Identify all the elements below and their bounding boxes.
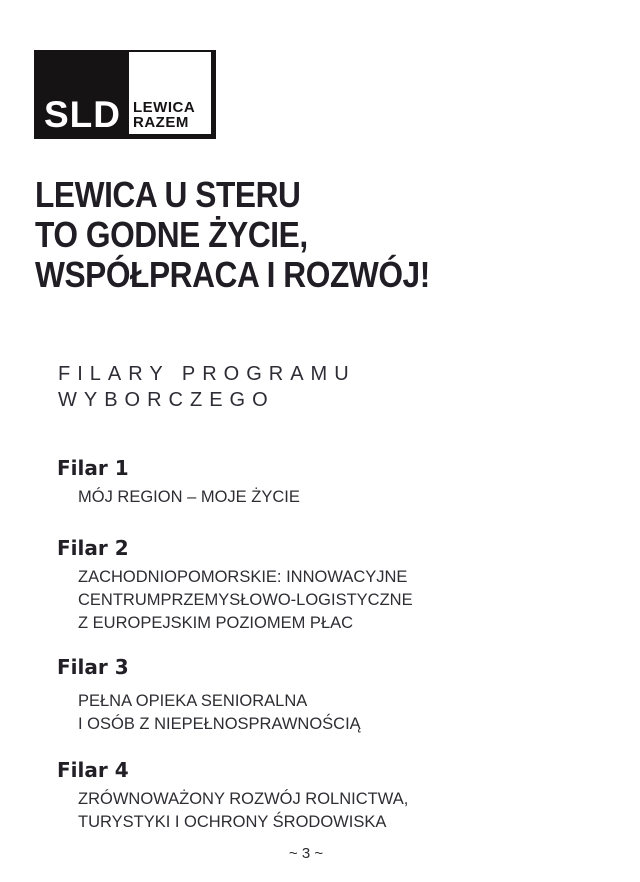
logo-sld-text: SLD — [44, 94, 121, 135]
page-title-line-1: LEWICA U STERU — [35, 174, 301, 215]
page-title-line-2: TO GODNE ŻYCIE, — [35, 214, 308, 255]
section-subtitle — [58, 361, 356, 413]
logo-razem-text: RAZEM — [133, 114, 189, 131]
pillar-3-line-2: I OSÓB Z NIEPEŁNOSPRAWNOŚCIĄ — [78, 715, 361, 733]
pillar-2-title: Filar 2 — [57, 536, 129, 560]
pillar-2-description — [78, 566, 413, 635]
page-title-line-3: WSPÓŁPRACA I ROZWÓJ! — [35, 254, 430, 295]
page-title — [35, 175, 430, 295]
pillar-3-title: Filar 3 — [57, 655, 129, 679]
pillar-4-description — [78, 788, 408, 834]
sld-lewica-razem-logo — [34, 50, 216, 139]
pillar-2-line-3: Z EUROPEJSKIM POZIOMEM PŁAC — [78, 614, 354, 632]
logo-lewica-text: LEWICA — [133, 99, 196, 116]
section-subtitle-line-1: FILARY PROGRAMU — [58, 363, 356, 385]
page-number: ~ 3 ~ — [288, 845, 324, 862]
pillar-4-line-1: ZRÓWNOWAŻONY ROZWÓJ ROLNICTWA, — [78, 790, 409, 808]
pillar-2-line-1: ZACHODNIOPOMORSKIE: INNOWACYJNE — [78, 568, 408, 586]
pillar-3-line-1: PEŁNA OPIEKA SENIORALNA — [78, 692, 308, 710]
pillar-4-line-2: TURYSTYKI I OCHRONY ŚRODOWISKA — [78, 813, 387, 831]
pillar-4-title: Filar 4 — [57, 758, 129, 782]
section-subtitle-line-2: WYBORCZEGO — [58, 389, 275, 411]
pillar-3-description — [78, 690, 361, 736]
pillar-1-description — [78, 486, 300, 509]
pillar-1-line-1: MÓJ REGION – MOJE ŻYCIE — [78, 488, 300, 506]
pillar-2-line-2: CENTRUMPRZEMYSŁOWO-LOGISTYCZNE — [78, 591, 413, 609]
logo-inset-box — [129, 52, 211, 134]
pillar-1-title: Filar 1 — [57, 456, 129, 480]
